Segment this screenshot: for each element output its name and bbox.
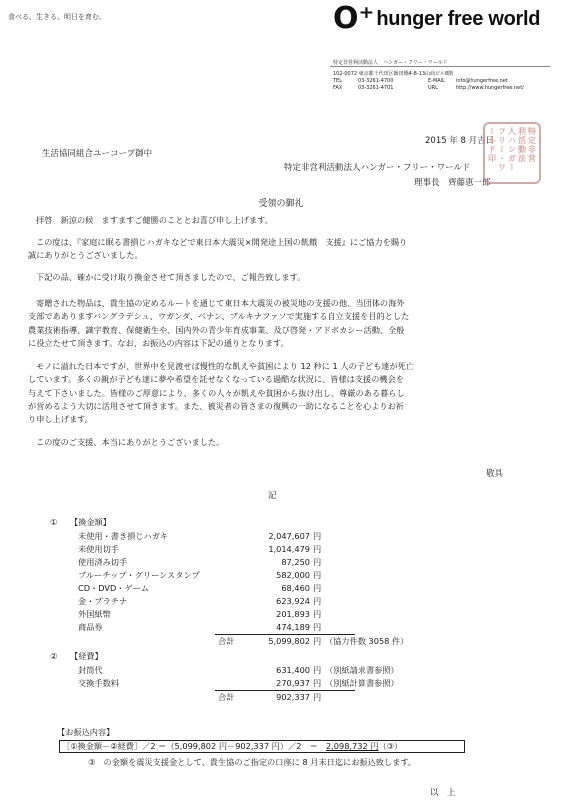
paragraph-line: 農業技術指導、識字教育、保健衛生や、国内外の青少年育成事業、及び啓発・アドボカシー活動、全般 — [28, 324, 405, 335]
contact-key: FAX — [333, 85, 343, 91]
item-amount: 474,189 — [276, 622, 310, 632]
transfer-amount: 2,098,732 円 — [326, 741, 379, 751]
yen-unit: 円 — [313, 531, 322, 541]
website-url: http://www.hungerfree.net/ — [456, 85, 524, 91]
paragraph-usage — [28, 297, 528, 350]
seal-text: フリー・ワ — [497, 127, 507, 172]
logo-mark: O⁺ — [333, 1, 375, 36]
yen-unit: 円 — [313, 609, 322, 619]
address: 102-0072 東京都千代田区飯田橋4-8-13山商ビル8階 — [333, 71, 454, 77]
paragraph-line: が営めるよう大切に活用させて頂きます。また、被災者の皆さまの復興の一助になることを心よりお祈 — [28, 400, 404, 411]
official-seal — [483, 122, 541, 184]
item-label: ブルーチップ・グリーンスタンプ — [78, 570, 200, 580]
item-note: （別紙請求書参照） — [325, 665, 399, 675]
item-amount: 87,250 — [281, 557, 310, 567]
yen-unit: 円 — [313, 544, 322, 554]
paragraph-line: に役立たせて頂きます。なお、お振込の内容は下記の通りとなります。 — [28, 337, 289, 348]
cooperation-count: （協力件数 3058 件） — [325, 636, 409, 646]
contact-key: URL — [428, 85, 438, 91]
formula-ref: （③） — [378, 741, 403, 751]
subtotal-rule — [215, 634, 355, 635]
contact-key: E-MAIL — [428, 78, 445, 84]
letter-title: 受領の御礼 — [258, 199, 304, 209]
phone-number: 03-3261-4700 — [358, 78, 394, 84]
transfer-formula — [62, 741, 402, 752]
item-label: 金・プラチナ — [78, 596, 128, 606]
total-label: 合計 — [218, 636, 235, 646]
end-marker: 以 上 — [430, 788, 456, 798]
yen-unit: 円 — [313, 678, 322, 688]
sender-org: 特定非営利活動法人ハンガー・フリー・ワールド — [284, 163, 471, 173]
item-label: 交換手数料 — [78, 678, 119, 688]
paragraph-line: 寄贈された物品は、貴生協の定めるルートを通じて東日本大震災の被災地の支援の他、当団体の海外 — [36, 298, 405, 308]
paragraph-report — [28, 271, 528, 284]
paragraph-line: この度は、『家庭に眠る書損じハガキなどで東日本大震災×開発途上国の飢餓 支援』にご協力を賜り — [36, 237, 408, 247]
contact-key: TEL — [333, 78, 342, 84]
contact-row — [333, 85, 524, 92]
yen-unit: 円 — [313, 622, 322, 632]
transfer-sentence: ③ の金額を震災支援金として、貴生協のご指定の口座に 8 月末日迄にお振込致します。 — [88, 757, 417, 767]
item-label: CD・DVD・ゲーム — [78, 583, 150, 593]
item-amount: 631,400 — [276, 665, 310, 675]
item-label: 使用済み切手 — [78, 557, 128, 567]
paragraph-line: 与えて下さいました。皆様のご厚意により、多くの人々が飢えや貧困から抜け出し、尊厳のある暮らし — [28, 387, 405, 398]
seal-text: 特定非営 — [527, 127, 537, 163]
seal-text: ールド印 — [487, 127, 497, 163]
tagline: 食べる、生きる、明日を育む。 — [8, 13, 106, 21]
paragraph-line: 下記の品、確かに受け取り換金させて頂きましたので、ご報告致します。 — [36, 272, 306, 282]
paragraph-line: 拝啓 新涼の候 ますますご健勝のこととお喜び申し上げます。 — [36, 215, 273, 225]
item-amount: 201,893 — [276, 609, 310, 619]
item-label: 未使用・書き損じハガキ — [78, 531, 169, 541]
exchange-heading: 【換金額】 — [70, 517, 111, 527]
paragraph-line: 支部であありますバングラデシュ、ウガンダ、ベナン、ブルキナファソで実施する自立支援を目的とした — [28, 311, 410, 322]
paragraph-line: しています。多くの親が子ども達に夢や希望を託せなくなっている過酷な状況に、皆様は支援の機会を — [28, 374, 404, 385]
paragraph-closing — [28, 436, 528, 449]
yen-unit: 円 — [313, 557, 322, 567]
letter-date: 2015 年 8 月吉日 — [425, 136, 495, 146]
paragraph-line: り申し上げます。 — [28, 414, 93, 425]
recipient: 生活協同組合ユーコープ御中 — [42, 149, 153, 159]
seal-text: 人ハンガー — [507, 127, 517, 172]
paragraph-line: 誠にありがとうございました。 — [28, 250, 143, 261]
yen-unit: 円 — [313, 596, 322, 606]
item-label: 外国紙幣 — [78, 609, 111, 619]
total-amount: 902,337 — [276, 692, 310, 702]
paragraph-thanks — [28, 236, 528, 263]
paragraph-greeting — [28, 214, 528, 227]
item-amount: 582,000 — [276, 570, 310, 580]
header-rule — [330, 66, 550, 67]
yen-unit: 円 — [313, 692, 322, 702]
yen-unit: 円 — [313, 636, 322, 646]
email-address: info@hungerfree.net — [456, 78, 508, 84]
contact-row — [333, 78, 524, 85]
item-label: 商品券 — [78, 622, 103, 632]
transfer-heading: 【お振込内容】 — [57, 727, 115, 737]
item-label: 未使用切手 — [78, 544, 119, 554]
item-note: （別紙計算書参照） — [325, 678, 399, 688]
yen-unit: 円 — [313, 570, 322, 580]
logo — [333, 1, 541, 36]
subtotal-rule — [215, 690, 355, 691]
section-marker: ② — [50, 651, 58, 661]
item-label: 封筒代 — [78, 665, 103, 675]
item-amount: 68,460 — [281, 583, 310, 593]
item-amount: 270,937 — [276, 678, 310, 688]
section-marker: ① — [50, 517, 58, 527]
closing-word: 敬具 — [486, 469, 504, 479]
logo-text: hunger free world — [376, 7, 541, 30]
item-amount: 1,014,479 — [268, 544, 310, 554]
seal-text: 利活動法 — [517, 127, 527, 163]
total-label: 合計 — [218, 692, 235, 702]
yen-unit: 円 — [313, 583, 322, 593]
item-amount: 623,924 — [276, 596, 310, 606]
contact-block — [333, 71, 524, 92]
expenses-heading: 【経費】 — [70, 651, 103, 661]
paragraph-appeal — [28, 360, 528, 426]
org-type-name: 特定非営利活動法人 ハンガー・フリー・ワールド — [333, 60, 448, 66]
paragraph-line: モノに溢れた日本ですが、世界中を見渡せば慢性的な飢えや貧困により 12 秒に 1 人の子ども達が死亡 — [36, 361, 415, 371]
total-amount: 5,099,802 — [268, 636, 310, 646]
sender-name: 理事長 齊藤恵一郎 — [414, 178, 491, 188]
item-amount: 2,047,607 — [268, 531, 310, 541]
formula-text: ［①換金額－②経費］／2 ＝（5,099,802 円－902,337 円）／2 ＝ — [62, 741, 326, 751]
yen-unit: 円 — [313, 665, 322, 675]
fax-number: 03-3261-4701 — [358, 85, 394, 91]
paragraph-line: この度のご支援、本当にありがとうございました。 — [36, 437, 225, 447]
ki-marker: 記 — [268, 491, 277, 501]
